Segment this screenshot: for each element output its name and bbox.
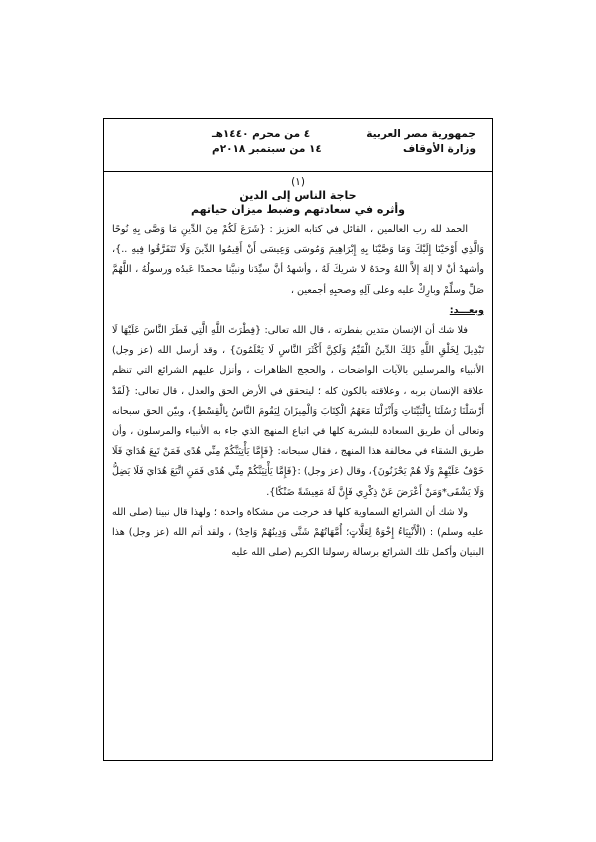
- country-name: جمهورية مصر العربية: [366, 128, 476, 140]
- ministry-name: وزارة الأوقاف: [402, 143, 476, 155]
- wa-bad-line: [112, 301, 484, 321]
- document-header: [104, 119, 492, 172]
- sermon-body: [112, 176, 484, 563]
- sermon-title-line-2: وأثره في سعادتهم وضبط ميزان حياتهم: [191, 202, 405, 216]
- sermon-number: (١): [291, 176, 305, 188]
- sermon-text: [112, 220, 484, 563]
- paragraph-2: ولا شك أن الشرائع السماوية كلها قد خرجت من مشكاة واحدة ؛ ولهذا قال نبينا (صلى الله عليه وسلم) : (الْأَنْبِيَاءُ إِخْوَةٌ لِعَلَّاتٍ؛ أُمَّهَاتُهُمْ شَتَّى وَدِينُهُمْ وَاحِدٌ) ، ولقد أتم الله (عز وجل) هذا البنيان وأكمل تلك الشرائع برسالة رسولنا الكريم (صلى الله عليه: [112, 506, 484, 559]
- gregorian-date: ١٤ من سبتمبر ٢٠١٨م: [212, 143, 322, 155]
- page-frame: [103, 118, 493, 761]
- hijri-date: ٤ من محرم ١٤٤٠هـ: [212, 128, 311, 140]
- paragraph-1: فلا شك أن الإنسان متدين بفطرته ، قال الله تعالى: {فِطْرَتَ اللَّهِ الَّتِي فَطَرَ النَّاسَ عَلَيْهَا لَا تَبْدِيلَ لِخَلْقِ اللَّهِ ذَلِكَ الدِّينُ الْقَيِّمُ وَلَكِنَّ أَكْثَرَ النَّاسِ لَا يَعْلَمُونَ} ، وقد أرسل الله (عز وجل) الأنبياء والمرسلين بالآيات الواضحات ، والحجج الظاهرات ، وأنزل عليهم الشرائع التي تنظم علاقة الإنسان بربه ، وعلاقته بالكون كله ؛ ليتحقق في الأرض الحق والعدل ، قال تعالى: {لَقَدْ أَرْسَلْنَا رُسُلَنَا بِالْبَيِّنَاتِ وَأَنْزَلْنَا مَعَهُمُ الْكِتَابَ وَالْمِيزَانَ لِيَقُومَ النَّاسُ بِالْقِسْطِ}، وبيّن الحق سبحانه وتعالى أن طريق السعادة للبشرية كلها في اتباع المنهج الذي جاء به الأنبياء والمرسلون ، وأن طريق الشقاء في مخالفة هذا المنهج ، فقال سبحانه: {فَإِمَّا يَأْتِيَنَّكُمْ مِنِّي هُدًى فَمَنْ تَبِعَ هُدَايَ فَلَا خَوْفٌ عَلَيْهِمْ وَلَا هُمْ يَحْزَنُونَ}، وقال (عز وجل) :{فَإِمَّا يَأْتِيَنَّكُمْ مِنِّي هُدًى فَمَنِ اتَّبَعَ هُدَايَ فَلَا يَضِلُّ وَلَا يَشْقَى*وَمَنْ أَعْرَضَ عَنْ ذِكْرِي فَإِنَّ لَهُ مَعِيشَةً ضَنْكًا}.: [112, 325, 484, 498]
- sermon-title-line-1: حاجة الناس إلى الدين: [239, 189, 357, 202]
- intro-paragraph: الحمد لله رب العالمين ، القائل في كتابه العزيز : {شَرَعَ لَكُمْ مِنَ الدِّينِ مَا وَصَّى بِهِ نُوحًا وَالَّذِي أَوْحَيْنَا إِلَيْكَ وَمَا وَصَّيْنَا بِهِ إِبْرَاهِيمَ وَمُوسَى وَعِيسَى أَنْ أَقِيمُوا الدِّينَ وَلَا تَتَفَرَّقُوا فِيهِ ..}، وأشهدُ أنْ لا إلهَ إلاَّ اللهُ وحدَهُ لا شريكَ لَهُ ، وأشهدُ أنَّ سيِّدَنا ونبيَّنا محمدًا عَبدُه ورسولُهُ ، اللَّهُمَّ صَلِّ وسلِّمْ وبارِكْ عليه وعلى آلِهِ وصحبِهِ أجمعين ،: [112, 224, 484, 296]
- wa-bad-heading: وبعـــد:: [449, 304, 484, 316]
